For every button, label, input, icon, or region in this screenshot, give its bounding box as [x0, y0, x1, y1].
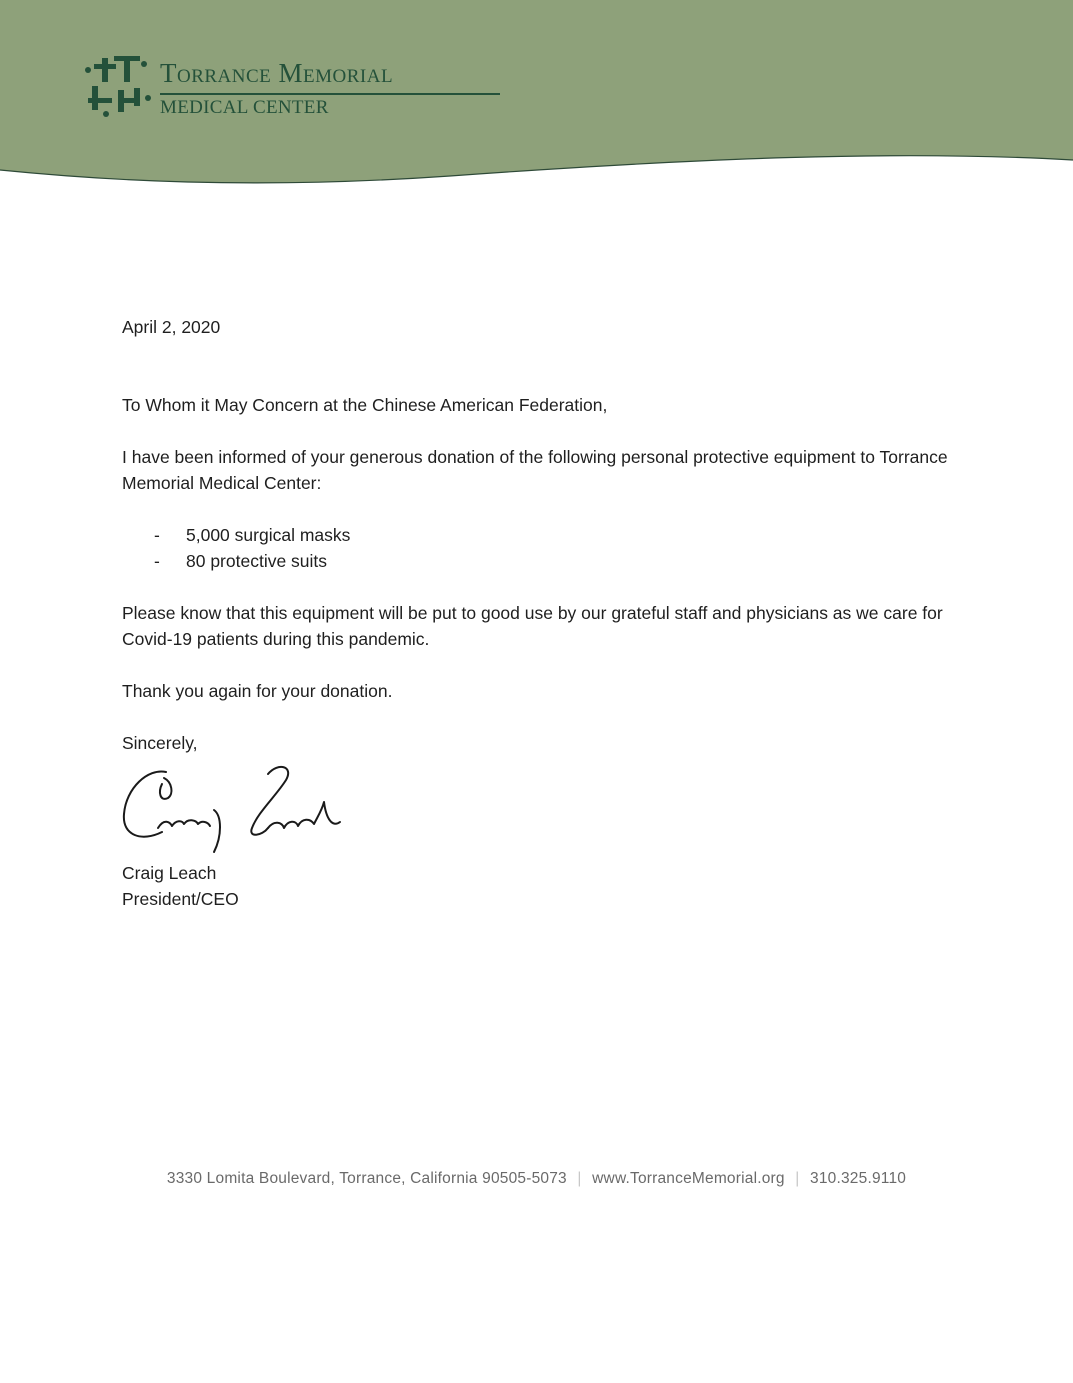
list-item-text: 80 protective suits [186, 551, 328, 571]
intro-paragraph: I have been informed of your generous donation of the following personal protective equipment to Torrance Memorial Medical Center: [122, 447, 948, 493]
footer-separator: | [795, 1170, 800, 1187]
handwritten-signature [118, 758, 348, 858]
letterhead-footer [0, 1170, 1073, 1188]
letter-date: April 2, 2020 [122, 317, 221, 337]
list-item-text: 5,000 surgical masks [186, 525, 351, 545]
list-dash: - [154, 525, 160, 545]
letter-body [122, 314, 962, 912]
list-item [154, 548, 962, 574]
list-item [154, 522, 962, 548]
footer-phone: 310.325.9110 [810, 1170, 907, 1187]
salutation: To Whom it May Concern at the Chinese American Federation, [122, 395, 608, 415]
footer-website: www.TorranceMemorial.org [592, 1170, 785, 1187]
list-dash: - [154, 551, 160, 571]
donation-list [122, 522, 962, 574]
logo-divider [160, 93, 500, 95]
footer-address: 3330 Lomita Boulevard, Torrance, California 90505-5073 [166, 1170, 567, 1187]
letterhead-banner [0, 0, 1073, 200]
closing: Sincerely, [122, 733, 198, 753]
signer-name: Craig Leach [122, 863, 217, 883]
logo-title: Torrance Memorial [160, 58, 394, 88]
figures-logo-icon [84, 54, 152, 118]
body-paragraph: Please know that this equipment will be put to good use by our grateful staff and physicians as we care for Covid-19 patients during this pandemic. [122, 603, 943, 649]
signer-title: President/CEO [122, 889, 239, 909]
footer-separator: | [577, 1170, 582, 1187]
thanks-paragraph: Thank you again for your donation. [122, 681, 393, 701]
logo-subtitle: MEDICAL CENTER [160, 97, 329, 118]
